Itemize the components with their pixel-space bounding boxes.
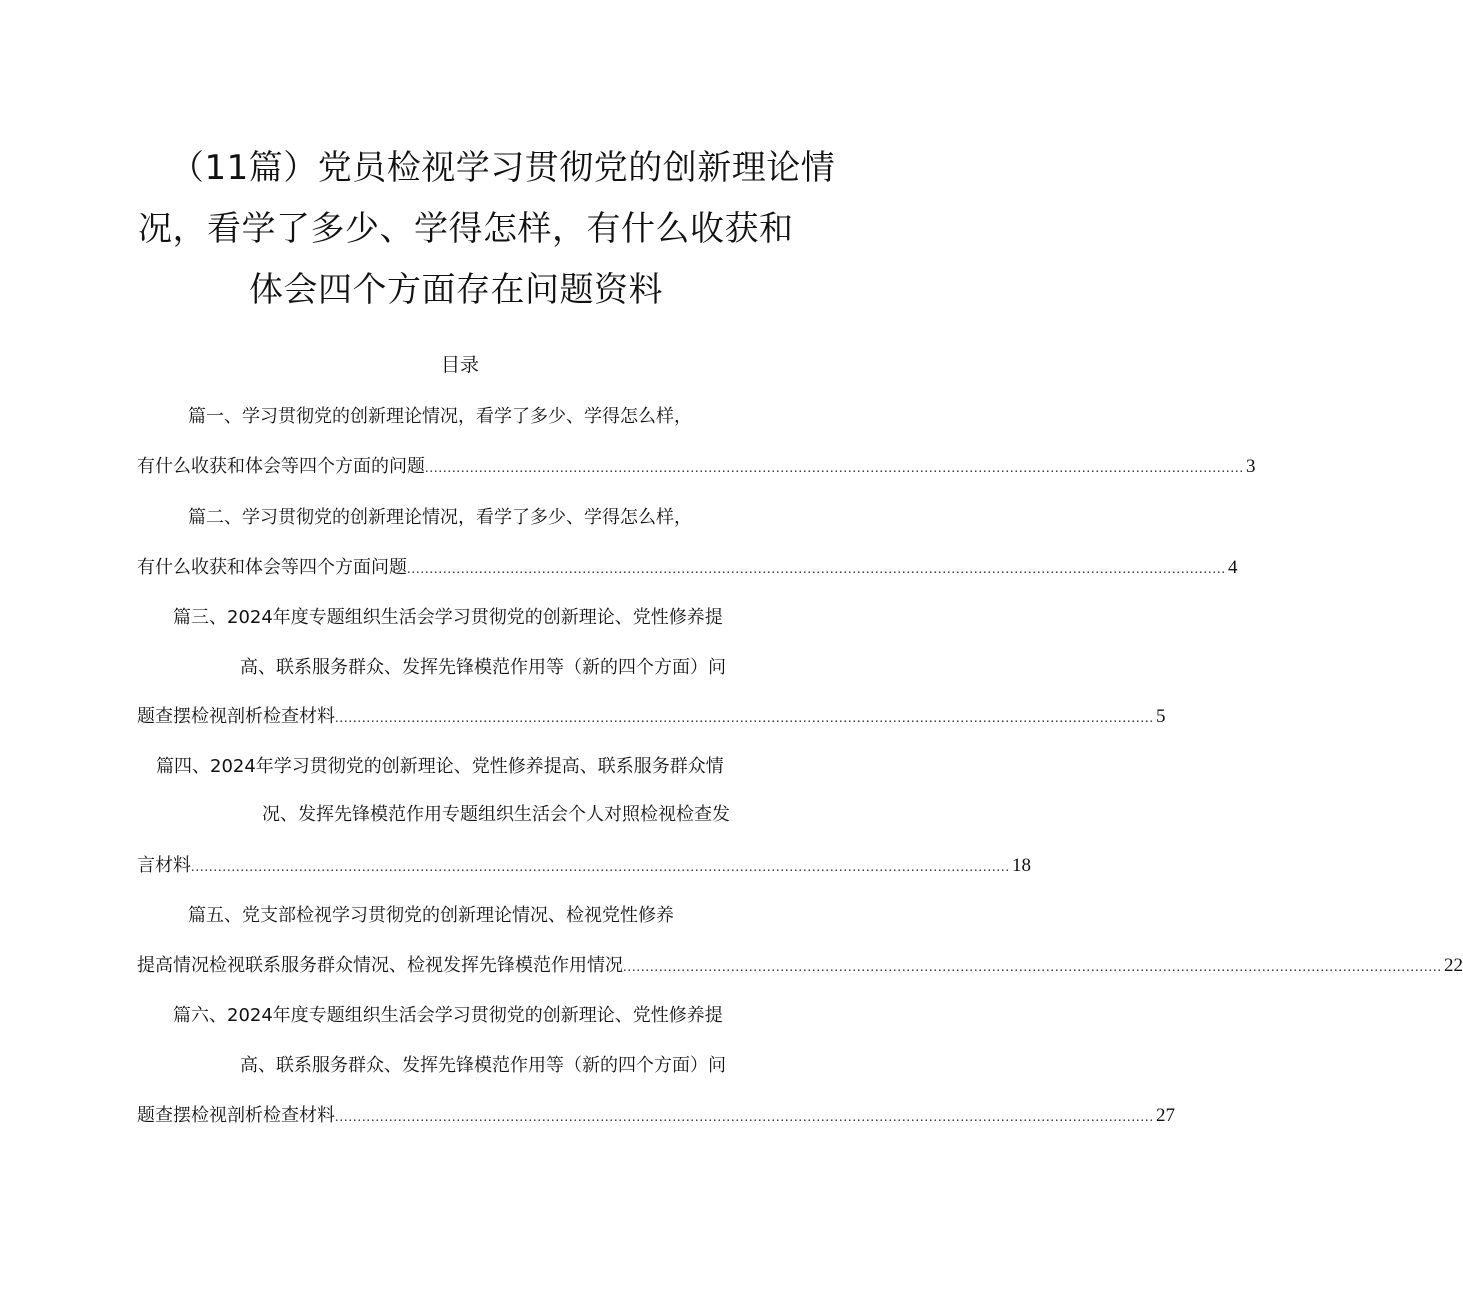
title-line: 况，看学了多少、学得怎样，有什么收获和 [138,209,794,249]
toc-page-number: 18 [1012,855,1031,876]
toc-entry-4-line[interactable]: 况、发挥先锋模范作用专题组织生活会个人对照检视检查发 [262,804,730,825]
toc-entry-text: 有什么收获和体会等四个方面的问题 [137,456,425,477]
toc-entry-text: 有什么收获和体会等四个方面问题 [137,557,407,578]
toc-heading: 目录 [440,354,479,376]
toc-entry-6-line[interactable]: 篇六、2024年度专题组织生活会学习贯彻党的创新理论、党性修养提 [173,1005,723,1026]
toc-leader-dots: ...................................................................................................................................................................................... [425,461,1244,476]
document-title [130,138,836,321]
toc-page-number: 5 [1156,706,1166,727]
toc-entry-4-line[interactable]: 篇四、2024年学习贯彻党的创新理论、党性修养提高、联系服务群众情 [156,756,724,777]
title-line: 体会四个方面存在问题资料 [249,270,663,310]
toc-page-number: 3 [1246,456,1256,477]
toc-entry-3-last-line[interactable] [137,702,1166,734]
toc-entry-3-line[interactable]: 篇三、2024年度专题组织生活会学习贯彻党的创新理论、党性修养提 [173,607,723,628]
toc-page-number: 22 [1444,955,1463,976]
toc-entry-1-last-line[interactable] [137,452,1256,484]
toc-page-number: 27 [1156,1105,1175,1126]
toc-leader-dots: ...................................................................................................................................................................................... [407,562,1226,577]
toc-entry-6-last-line[interactable] [137,1101,1175,1133]
toc-entry-text: 言材料 [137,855,191,876]
toc-entry-text: 提高情况检视联系服务群众情况、检视发挥先锋模范作用情况 [137,955,623,976]
toc-entry-5-last-line[interactable] [137,951,1463,983]
toc-leader-dots: ...................................................................................................................................................................................... [623,960,1442,975]
toc-leader-dots: ...................................................................................................................................................................................... [335,1110,1154,1125]
toc-leader-dots: ...................................................................................................................................................................................... [191,860,1010,875]
toc-page-number: 4 [1228,557,1238,578]
toc-entry-1-line[interactable]: 篇一、学习贯彻党的创新理论情况，看学了多少、学得怎么样， [188,406,692,427]
toc-entry-text: 题查摆检视剖析检查材料 [137,1105,335,1126]
toc-entry-5-line[interactable]: 篇五、党支部检视学习贯彻党的创新理论情况、检视党性修养 [188,905,674,926]
toc-leader-dots: ...................................................................................................................................................................................... [335,711,1154,726]
toc-entry-4-last-line[interactable] [137,851,1031,883]
toc-entry-3-line[interactable]: 高、联系服务群众、发挥先锋模范作用等（新的四个方面）问 [240,657,726,678]
toc-entry-2-line[interactable]: 篇二、学习贯彻党的创新理论情况，看学了多少、学得怎么样， [188,507,692,528]
toc-entry-text: 题查摆检视剖析检查材料 [137,706,335,727]
toc-entry-6-line[interactable]: 高、联系服务群众、发挥先锋模范作用等（新的四个方面）问 [240,1055,726,1076]
toc-entry-2-last-line[interactable] [137,553,1238,585]
title-line: （11篇）党员检视学习贯彻党的创新理论情 [170,148,836,188]
